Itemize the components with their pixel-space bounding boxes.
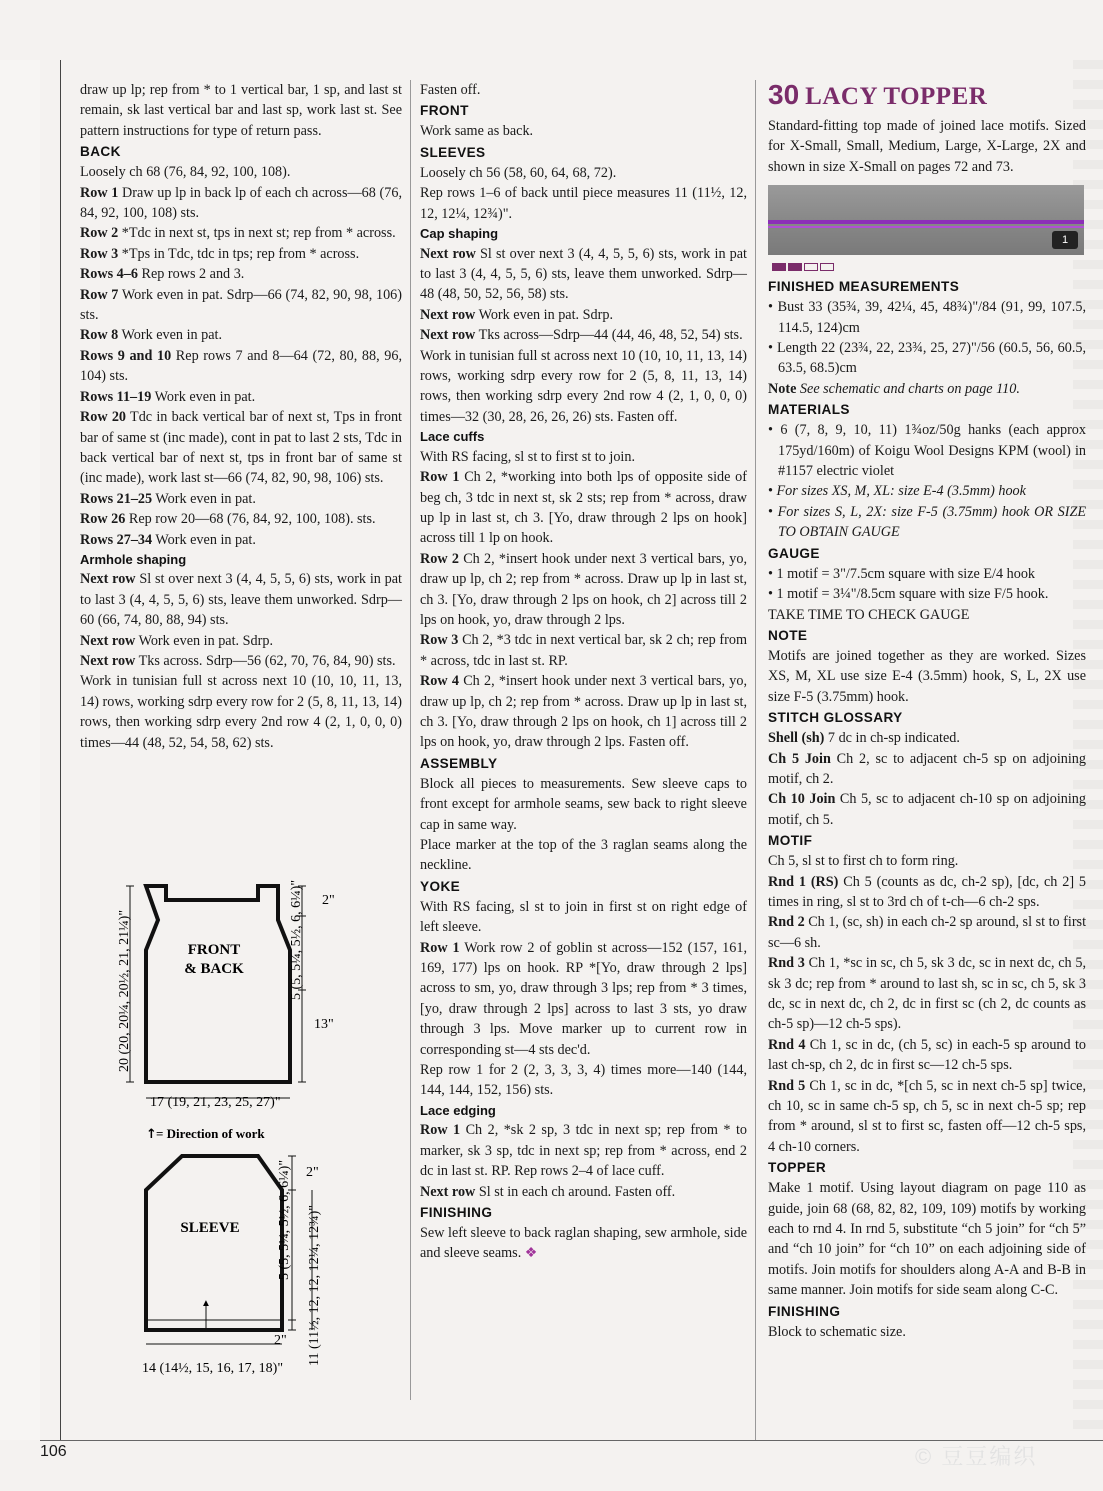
section-heading-assembly: ASSEMBLY — [420, 755, 498, 771]
instruction-line: Row 20 Tdc in back vertical bar of next st, Tps in front bar of same st (inc made), cont in pat to last 2 sts, Tdc in back vertical bar of next st, tps in front bar of same st (inc made), work last st—66 (74, 82, 90, 98, 106) sts. — [80, 409, 402, 487]
instruction-line: Next row Sl st in each ch around. Fasten off. — [420, 1183, 676, 1200]
instruction-line: Rows 11–19 Work even in pat. — [80, 388, 256, 405]
instruction-line: Rnd 4 Ch 1, sc in dc, (ch 5, sc) in each-5 sp around to last ch-sp, ch 2, dc in first sc—12 ch-5 sps. — [768, 1036, 1086, 1074]
edging-instructions — [420, 1120, 747, 1202]
list-item: • Length 22 (23¾, 22, 23¾, 25, 27)"/56 (60.5, 56, 60.5, 63.5, 68.5)cm — [768, 340, 1087, 377]
sleeve-top-dim: 2" — [306, 1165, 319, 1180]
glossary-list — [768, 728, 1086, 830]
subheading-armhole: Armhole shaping — [80, 551, 187, 567]
front-armhole-dim: 5 (5, 5¼, 5½, 6, 6¼)" — [289, 879, 304, 1000]
section-heading-finishing: FINISHING — [420, 1205, 493, 1220]
skill-level-indicator — [772, 263, 1086, 273]
yarn-weight-badge: 1 — [1052, 231, 1078, 249]
subheading-lace-edging: Lace edging — [420, 1102, 496, 1118]
instruction-line: Rnd 1 (RS) Ch 5 (counts as dc, ch-2 sp), [dc, ch 2] 5 times in ring, sl st to 3rd ch of t-ch—6 ch-2 sps. — [768, 873, 1086, 910]
front-height-dim: 20 (20, 20¼, 20½, 21, 21¼)" — [117, 909, 132, 1072]
sleeve-label: SLEEVE — [180, 1220, 240, 1236]
front-back-label-1: FRONT — [187, 942, 241, 958]
section-heading-sleeves: SLEEVES — [420, 144, 486, 160]
schematic-diagrams — [60, 860, 410, 1380]
instruction-line: Row 7 Work even in pat. Sdrp—66 (74, 82, 90, 98, 106) sts. — [80, 286, 403, 324]
intro-text: draw up lp; rep from * to 1 vertical bar, 1 sp, and last st remain, sk last vertical bar and last sp, work last st. See pattern instructions for type of return pass. — [80, 82, 402, 139]
instruction-line: Place marker at the top of the 3 raglan seams along the neckline. — [420, 837, 747, 874]
subheading-cap-shaping: Cap shaping — [420, 226, 499, 242]
cap-instructions — [420, 244, 747, 428]
yarn-swatch-image — [768, 185, 1084, 255]
list-item: • 1 motif = 3¼"/8.5cm square with size F/5 hook. — [768, 586, 1049, 603]
instruction-line: With RS facing, sl st to join in first st on right edge of left sleeve. — [420, 898, 747, 936]
front-text: Work same as back. — [420, 123, 534, 140]
section-heading-glossary: STITCH GLOSSARY — [768, 710, 903, 726]
sleeve-cuff-dim: 2" — [274, 1333, 287, 1348]
instruction-line: Rows 9 and 10 Rep rows 7 and 8—64 (72, 80, 88, 96, 104) sts. — [80, 347, 403, 385]
instruction-line: Rnd 2 Ch 1, (sc, sh) in each ch-2 sp around, sl st to first sc—6 sh. — [768, 914, 1087, 951]
motif-instructions — [768, 851, 1086, 1157]
instruction-line: Rows 27–34 Work even in pat. — [80, 531, 256, 548]
instruction-line: Row 1 Ch 2, *sk 2 sp, 3 tdc in next sp; rep from * to marker, sk 3 sp, tdc in next sp; rep from * across, end 2 dc in last st. RP. Rep rows 2–4 of lace cuff. — [420, 1122, 747, 1180]
instruction-line: Row 3 *Tps in Tdc, tdc in tps; rep from * across. — [80, 245, 360, 262]
page-number: 106 — [40, 1443, 67, 1460]
instruction-line: Next row Work even in pat. Sdrp. — [420, 306, 613, 323]
instruction-line: Row 1 Draw up lp in back lp of each ch across—68 (76, 84, 92, 100, 108) sts. — [80, 184, 402, 222]
column-2 — [420, 80, 747, 1264]
instruction-line: Next row Work even in pat. Sdrp. — [80, 632, 273, 649]
yoke-instructions — [420, 897, 747, 1101]
front-back-label-2: & BACK — [184, 961, 244, 977]
measurements-list — [768, 297, 1086, 379]
schematic-note: Note See schematic and charts on page 110. — [768, 380, 1020, 397]
front-mid-dim: 13" — [314, 1017, 334, 1032]
instruction-line: Work in tunisian full st across next 10 (10, 10, 11, 13, 14) rows, working sdrp every row for 2 (5, 8, 11, 13, 14) rows, then working sdrp every 2nd row 4 (2, 1, 0, 0, 0) times—44 (48, 52, 54, 58, 62) sts. — [80, 673, 402, 751]
instruction-line: Row 8 Work even in pat. — [80, 327, 223, 344]
instruction-line: Next row Sl st over next 3 (4, 4, 5, 5, 6) sts, work in pat to last 3 (4, 4, 5, 5, 6) sts, leave them unworked. Sdrp—48 (48, 50, 52, 56, 58) sts. — [420, 245, 748, 303]
pattern-name: LACY TOPPER — [805, 83, 988, 110]
instruction-line: Ch 5 Join Ch 2, sc to adjacent ch-5 sp on adjoining motif, ch 2. — [768, 750, 1086, 787]
instruction-line: Row 2 Ch 2, *insert hook under next 3 vertical bars, yo, draw up lp, ch 2; rep from * across. Draw up lp in last st, ch 3. [Yo, draw through 2 lps on hook, ch 2] across till 2 lps on hook, yo, draw through 2 lps. — [420, 550, 748, 628]
section-heading-note: NOTE — [768, 627, 808, 643]
watermark: © 豆豆编织 — [915, 1444, 1038, 1469]
sleeves-instructions — [420, 163, 747, 224]
instruction-line: Row 2 *Tdc in next st, tps in next st; rep from * across. — [80, 225, 396, 242]
instruction-line: With RS facing, sl st to first st to join. — [420, 448, 636, 465]
list-item: • 1 motif = 3"/7.5cm square with size E/4 hook — [768, 565, 1036, 582]
assembly-instructions — [420, 774, 747, 876]
section-heading-front: FRONT — [420, 103, 469, 119]
section-heading-gauge: GAUGE — [768, 545, 820, 561]
instruction-line: Next row Tks across. Sdrp—56 (62, 70, 76, 84, 90) sts. — [80, 653, 396, 670]
instruction-line: Row 1 Work row 2 of goblin st across—152 (157, 161, 169, 177) lps on hook. RP *[Yo, draw through 2 lps] across to sm, yo, draw through 3 lps; rep from * 3 times, [yo, draw through 2 lps] across to last 3 sts, yo draw through 3 lps. Move marker up to current row in corresponding st—4 sts dec'd. — [420, 939, 747, 1058]
materials-item: • 6 (7, 8, 9, 10, 11) 1¾oz/50g hanks (each approx 175yd/160m) of Koigu Wool Designs KPM (wool) in #1157 electric violet — [768, 422, 1086, 480]
front-top-dim: 2" — [322, 893, 335, 908]
materials-item: • For sizes S, L, 2X: size F-5 (3.75mm) hook OR SIZE TO OBTAIN GAUGE — [768, 503, 1087, 541]
section-heading-yoke: YOKE — [420, 878, 461, 894]
instruction-line: Rows 4–6 Rep rows 2 and 3. — [80, 266, 245, 283]
facing-page-bleed — [0, 60, 40, 1440]
finishing-text: Sew left sleeve to back raglan shaping, sew armhole, side and sleeve seams. ❖ — [420, 1225, 747, 1262]
instruction-line: Loosely ch 68 (76, 84, 92, 100, 108). — [80, 164, 291, 181]
note-body: Motifs are joined together as they are worked. Sizes XS, M, XL use size E-4 (3.5mm) hook, S, L, 2X use size F-5 (3.75mm) hook. — [768, 647, 1086, 705]
gauge-check: TAKE TIME TO CHECK GAUGE — [768, 606, 970, 623]
instruction-line: Rep rows 1–6 of back until piece measures 11 (11½, 12, 12, 12¼, 12¾)". — [420, 185, 747, 222]
armhole-instructions — [80, 569, 402, 753]
front-back-schematic — [146, 886, 290, 1082]
end-diamond-icon: ❖ — [524, 1245, 538, 1262]
sleeve-length-dim: 11 (11½, 12, 12, 12¼, 12¾)" — [307, 1205, 322, 1366]
instruction-line: Rnd 5 Ch 1, sc in dc, *[ch 5, sc in next ch-5 sp] twice, ch 10, sc in same ch-5 sp, ch 5, sc in next ch-5 sp; rep from * around, sl st to first sc, fasten off—12 ch-5 sps, 4 ch-10 corners. — [768, 1077, 1086, 1155]
instruction-line: Ch 5, sl st to first ch to form ring. — [768, 853, 959, 870]
instruction-line: Block all pieces to measurements. Sew sleeve caps to front except for armhole seams, sew back to right sleeve cap in same way. — [420, 775, 747, 833]
gauge-list — [768, 564, 1086, 605]
direction-arrow-icon: ↑ — [146, 1127, 157, 1142]
front-width-dim: 17 (19, 21, 23, 25, 27)" — [150, 1095, 281, 1110]
materials-list — [768, 420, 1086, 542]
section-heading-finishing-2: FINISHING — [768, 1303, 841, 1319]
materials-item: • For sizes XS, M, XL: size E-4 (3.5mm) hook — [768, 483, 1026, 500]
instruction-line: Loosely ch 56 (58, 60, 64, 68, 72). — [420, 164, 617, 181]
section-heading-topper: TOPPER — [768, 1160, 827, 1176]
sleeve-width-dim: 14 (14½, 15, 16, 17, 18)" — [142, 1361, 284, 1376]
instruction-line: Row 3 Ch 2, *3 tdc in next vertical bar, sk 2 ch; rep from * across, tdc in last st. RP. — [420, 632, 748, 669]
fasten-off-text: Fasten off. — [420, 82, 481, 98]
instruction-line: Ch 10 Join Ch 5, sc to adjacent ch-10 sp on adjoining motif, ch 5. — [768, 791, 1086, 828]
instruction-line: Next row Sl st over next 3 (4, 4, 5, 5, 6) sts, work in pat to last 3 (4, 4, 5, 5, 6) sts, leave them unworked. Sdrp—60 (66, 74, 80, 88, 94) sts. — [80, 571, 402, 629]
column-divider — [410, 80, 411, 1400]
instruction-line: Row 1 Ch 2, *working into both lps of opposite side of beg ch, 3 tdc in next st, sk 2 sts; rep from * across, draw up lp in last st, ch 3. [Yo, draw through 2 lps on hook] across till 1 lp on hook. — [420, 469, 747, 547]
cuffs-instructions — [420, 447, 747, 753]
instruction-line: Next row Tks across—Sdrp—44 (44, 46, 48, 52, 54) sts. — [420, 327, 743, 344]
up-arrow-icon: ▲ — [201, 1298, 211, 1309]
instruction-line: Rnd 3 Ch 1, *sc in sc, ch 5, sk 3 dc, sc in next dc, ch 5, sk 3 dc; rep from * around to last sh, sc in sc, ch 5, sk 3 dc, sc in next dc, ch 2, dc in first sc (ch 2, dc counts as ch-5 sp)—12 ch-5 sps). — [768, 955, 1087, 1033]
direction-legend: = Direction of work — [156, 1126, 265, 1141]
pattern-title — [768, 80, 1086, 112]
subheading-lace-cuffs: Lace cuffs — [420, 429, 485, 445]
section-heading-back: BACK — [80, 144, 121, 160]
section-heading-materials: MATERIALS — [768, 402, 850, 418]
instruction-line: Shell (sh) 7 dc in ch-sp indicated. — [768, 730, 960, 747]
back-instructions — [80, 162, 402, 550]
column-3 — [768, 80, 1086, 1342]
section-heading-motif: MOTIF — [768, 833, 813, 849]
list-item: • Bust 33 (35¾, 39, 42¼, 45, 48¾)"/84 (91, 99, 107.5, 114.5, 124)cm — [768, 299, 1086, 336]
instruction-line: Rep row 1 for 2 (2, 3, 3, 3, 4) times more—140 (144, 144, 144, 152, 156) sts. — [420, 1062, 747, 1099]
pattern-intro: Standard-fitting top made of joined lace motifs. Sized for X-Small, Small, Medium, Large, X-Large, 2X and shown in size X-Small on pages 72 and 73. — [768, 118, 1086, 175]
column-1 — [80, 80, 402, 753]
column-divider — [755, 80, 756, 1440]
sleeve-cap-dim: 5 (5, 5¼, 5½, 6, 6¼)" — [277, 1159, 292, 1280]
sleeve-schematic — [146, 1156, 282, 1330]
pattern-number: 30 — [768, 79, 800, 110]
instruction-line: Rows 21–25 Work even in pat. — [80, 490, 256, 507]
instruction-line: Row 4 Ch 2, *insert hook under next 3 vertical bars, yo, draw up lp, ch 2; rep from * across. Draw up lp in last st, ch 3. [Yo, draw through 2 lps on hook, ch 1] across till 2 lps on hook, yo, draw through 2 lps. Fasten off. — [420, 673, 748, 751]
section-heading-measurements: FINISHED MEASUREMENTS — [768, 279, 960, 295]
instruction-line: Work in tunisian full st across next 10 (10, 10, 11, 13, 14) rows, working sdrp every row for 2 (5, 8, 11, 13, 14) rows, then working sdrp every 2nd row 4 (2, 1, 0, 0, 0) times—32 (30, 28, 26, 26, 26) sts. Fasten off. — [420, 347, 747, 425]
finishing-text-2: Block to schematic size. — [768, 1323, 906, 1340]
instruction-line: Row 26 Rep row 20—68 (76, 84, 92, 100, 108). sts. — [80, 511, 376, 528]
topper-text: Make 1 motif. Using layout diagram on page 110 as guide, join 68 (68, 82, 82, 109, 109) motifs by working each to rnd 4. In rnd 5, substitute “ch 5 join” for “ch 5” and “ch 10 join” for “ch 10” on each adjoining side of motifs. Join motifs for shoulders along A-A and B-B in same manner. Join motifs for side seam along C-C. — [768, 1180, 1086, 1299]
